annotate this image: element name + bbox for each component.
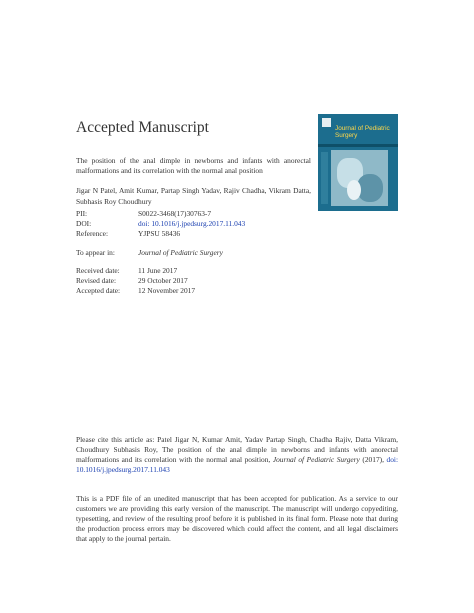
received-value: 11 June 2017	[138, 266, 178, 275]
disclaimer-paragraph: This is a PDF file of an unedited manuscript that has been accepted for publication. As a service to our customers we are providing this early version of the manuscript. The manuscript will undergo copyediting, typesetting, and review of the resulting proof before it is published in its final form. Please note that during the production process errors may be discovered which could affect the content, and all legal disclaimers that apply to the journal pertain.	[76, 494, 398, 543]
citation-journal: Journal of Pediatric Surgery	[272, 455, 360, 464]
cover-artwork	[331, 150, 388, 206]
appear-journal: Journal of Pediatric Surgery	[138, 248, 223, 257]
doi-label: DOI:	[76, 219, 92, 228]
accepted-label: Accepted date:	[76, 286, 121, 295]
article-authors: Jigar N Patel, Amit Kumar, Partap Singh Yadav, Rajiv Chadha, Vikram Datta, Subhasis Roy Choudhury	[76, 186, 311, 206]
citation-year: (2017),	[359, 455, 387, 464]
revised-label: Revised date:	[76, 276, 117, 285]
accepted-value: 12 November 2017	[138, 286, 196, 295]
journal-cover-image	[318, 114, 398, 211]
pii-value: S0022-3468(17)30763-7	[138, 209, 212, 218]
cover-divider	[318, 144, 398, 147]
article-title: The position of the anal dimple in newborns and infants with anorectal malformations and its correlation with the normal anal position	[76, 156, 311, 175]
citation-paragraph	[76, 435, 398, 475]
appear-label: To appear in:	[76, 248, 115, 257]
page-heading: Accepted Manuscript	[76, 119, 209, 136]
revised-value: 29 October 2017	[138, 276, 188, 285]
cover-side-strip	[321, 152, 328, 204]
publisher-logo-icon	[322, 118, 331, 127]
cover-journal-title: Journal of Pediatric Surgery	[335, 125, 390, 140]
reference-value: YJPSU 58436	[138, 229, 181, 238]
citation-text: Please cite this article as: Patel Jigar N, Kumar Amit, Yadav Partap Singh, Chadha Rajiv, Datta Vikram, Choudhury Subhasis Roy, The position of the anal dimple in newborns and infants with anorectal malformations and its correlation with the normal anal position,	[76, 435, 398, 464]
doi-link[interactable]: doi: 10.1016/j.jpedsurg.2017.11.043	[138, 219, 246, 228]
reference-label: Reference:	[76, 229, 109, 238]
received-label: Received date:	[76, 266, 120, 275]
pii-label: PII:	[76, 209, 88, 218]
citation-doi-link[interactable]: doi: 10.1016/j.jpedsurg.2017.11.043	[76, 455, 398, 474]
